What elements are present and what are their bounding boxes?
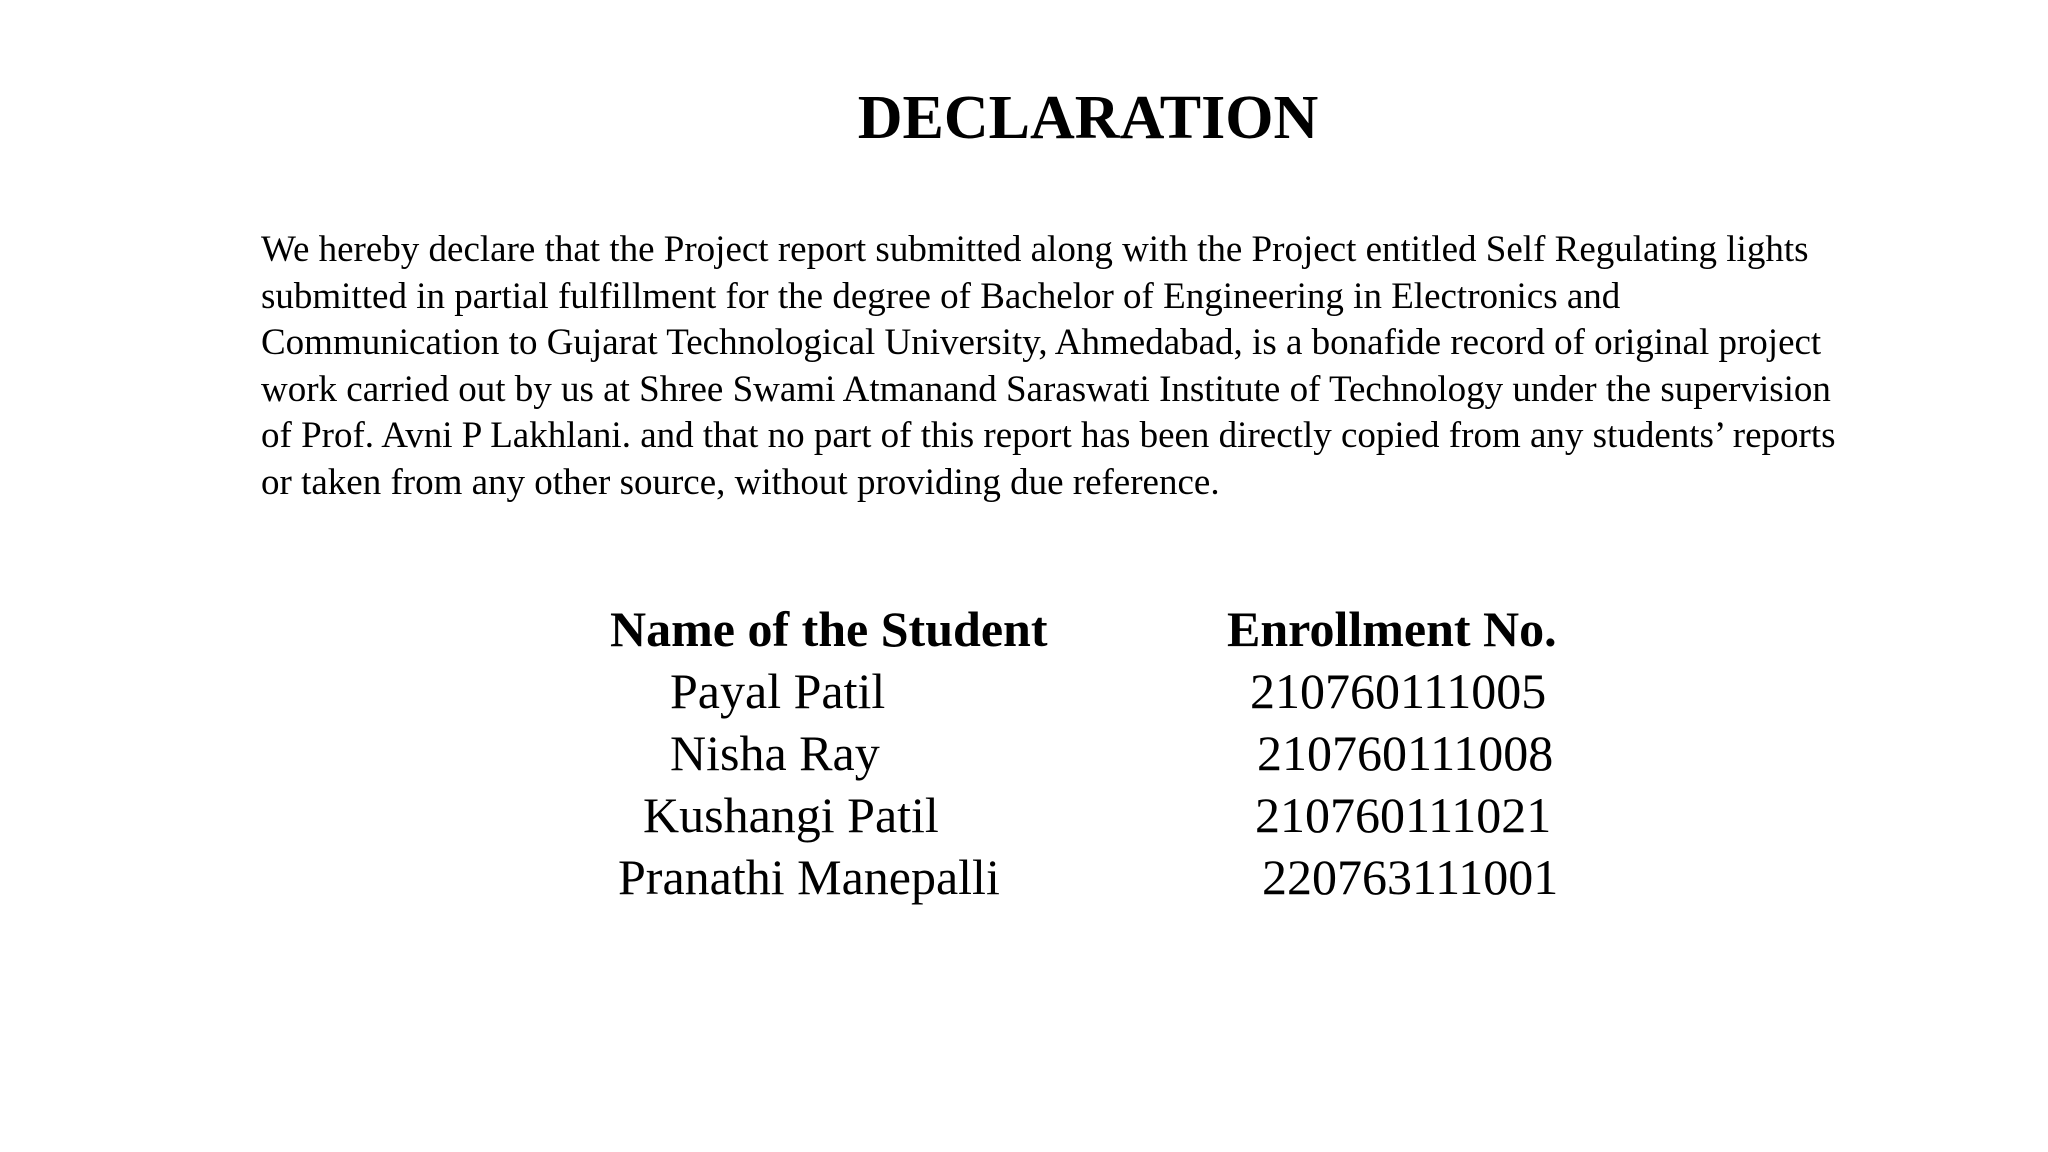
paragraph-line: submitted in partial fulfillment for the degree of Bachelor of Engineering in Electronics and — [261, 275, 1621, 317]
roster-header — [0, 598, 2048, 660]
student-row — [0, 722, 2048, 784]
student-name: Pranathi Manepalli — [618, 849, 1000, 905]
student-name: Kushangi Patil — [643, 787, 939, 843]
student-row — [0, 846, 2048, 908]
paragraph-line: Communication to Gujarat Technological University, Ahmedabad, is a bonafide record of original project — [261, 322, 1822, 363]
paragraph-line: of Prof. Avni P Lakhlani. and that no part of this report has been directly copied from any students’ reports — [261, 415, 1836, 456]
paragraph-line: We hereby declare that the Project report submitted along with the Project entitled Self Regulating lights — [261, 229, 1809, 270]
enrollment-number: 220763111001 — [1262, 849, 1559, 905]
enrollment-number: 210760111021 — [1255, 787, 1552, 843]
enrollment-number: 210760111008 — [1257, 725, 1554, 781]
enrollment-number: 210760111005 — [1250, 663, 1547, 719]
student-name: Payal Patil — [670, 663, 886, 719]
student-row — [0, 660, 2048, 722]
paragraph-line: work carried out by us at Shree Swami Atmanand Saraswati Institute of Technology under the supervision — [261, 368, 1831, 410]
student-row — [0, 784, 2048, 846]
declaration-paragraph — [261, 227, 1941, 506]
paragraph-line: or taken from any other source, without providing due reference. — [261, 461, 1220, 503]
name-column-header: Name of the Student — [610, 601, 1048, 657]
student-name: Nisha Ray — [670, 725, 880, 781]
page-title: DECLARATION — [857, 84, 1319, 152]
enrollment-column-header: Enrollment No. — [1227, 601, 1557, 657]
